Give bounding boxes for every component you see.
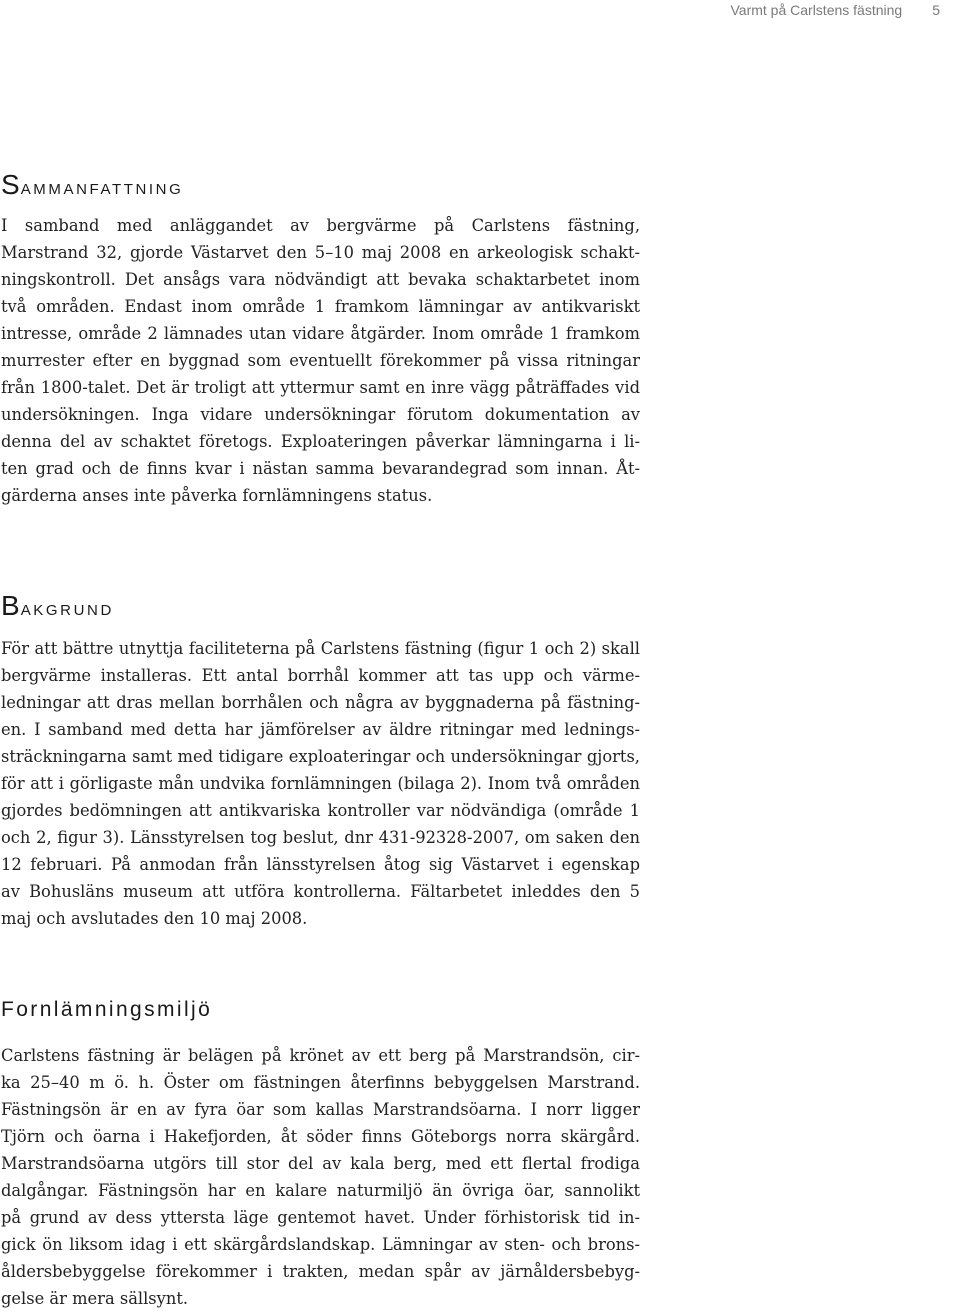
text-line: I samband med anläggandet av bergvärme på Carlstens fästning, xyxy=(1,216,640,235)
heading-rest: ammanfattning xyxy=(20,176,184,199)
text-line: och 2, figur 3). Länsstyrelsen tog beslut, dnr 431-92328-2007, om saken den xyxy=(1,828,640,847)
heading-bakgrund xyxy=(1,590,114,622)
text-line: ten grad och de finns kvar i nästan samma bevarandegrad som innan. Åt- xyxy=(1,459,640,478)
text-line: denna del av schaktet företogs. Exploateringen påverkar lämningarna i li- xyxy=(1,432,640,451)
heading-fornlamningsmiljo: Fornlämningsmiljö xyxy=(1,998,213,1021)
text-line: gelse är mera sällsynt. xyxy=(1,1289,189,1308)
paragraph-fornlamningsmiljo xyxy=(1,1042,640,1312)
text-line: två områden. Endast inom område 1 framkom lämningar av antikvariskt xyxy=(1,297,640,316)
text-line: ningskontroll. Det ansågs vara nödvändigt att bevaka schaktarbetet inom xyxy=(1,270,640,289)
text-line: Marstrand 32, gjorde Västarvet den 5–10 maj 2008 en arkeologisk schakt- xyxy=(1,243,640,262)
text-line: gjordes bedömningen att antikvariska kontroller var nödvändiga (område 1 xyxy=(1,801,640,820)
heading-sammanfattning xyxy=(1,169,183,201)
paragraph-bakgrund xyxy=(1,635,640,932)
running-title: Varmt på Carlstens fästning xyxy=(730,2,903,18)
text-line: sträckningarna samt med tidigare exploateringar och undersökningar gjorts, xyxy=(1,747,640,766)
text-line: ledningar att dras mellan borrhålen och några av byggnaderna på fästning- xyxy=(1,693,640,712)
text-line: ka 25–40 m ö. h. Öster om fästningen återfinns bebyggelsen Marstrand. xyxy=(1,1073,640,1092)
text-line: Tjörn och öarna i Hakefjorden, åt söder finns Göteborgs norra skärgård. xyxy=(1,1127,640,1146)
text-line: 12 februari. På anmodan från länsstyrelsen åtog sig Västarvet i egenskap xyxy=(1,855,640,874)
text-line: Fästningsön är en av fyra öar som kallas Marstrandsöarna. I norr ligger xyxy=(1,1100,640,1119)
text-line: Marstrandsöarna utgörs till stor del av kala berg, med ett flertal frodiga xyxy=(1,1154,640,1173)
text-line: Carlstens fästning är belägen på krönet av ett berg på Marstrandsön, cir- xyxy=(1,1046,640,1065)
text-line: bergvärme installeras. Ett antal borrhål kommer att tas upp och värme- xyxy=(1,666,640,685)
text-line: gärderna anses inte påverka fornlämningens status. xyxy=(1,486,433,505)
paragraph-sammanfattning xyxy=(1,212,640,509)
text-line: från 1800-talet. Det är troligt att yttermur samt en inre vägg påträffades vid xyxy=(1,378,640,397)
text-line: För att bättre utnyttja faciliteterna på Carlstens fästning (figur 1 och 2) skall xyxy=(1,639,640,658)
heading-initial: S xyxy=(1,169,21,200)
running-header xyxy=(730,2,940,18)
heading-rest: akgrund xyxy=(20,597,114,620)
text-line: för att i görligaste mån undvika fornlämningen (bilaga 2). Inom två områden xyxy=(1,774,640,793)
text-line: gick ön liksom idag i ett skärgårdslandskap. Lämningar av sten- och brons- xyxy=(1,1235,640,1254)
text-line: maj och avslutades den 10 maj 2008. xyxy=(1,909,308,928)
text-line: en. I samband med detta har jämförelser av äldre ritningar med lednings- xyxy=(1,720,640,739)
text-line: på grund av dess yttersta läge gentemot havet. Under förhistorisk tid in- xyxy=(1,1208,640,1227)
page-number: 5 xyxy=(932,2,940,18)
text-line: åldersbebyggelse förekommer i trakten, medan spår av järnåldersbebyg- xyxy=(1,1262,640,1281)
text-line: murrester efter en byggnad som eventuellt förekommer på vissa ritningar xyxy=(1,351,640,370)
text-line: av Bohusläns museum att utföra kontrollerna. Fältarbetet inleddes den 5 xyxy=(1,882,640,901)
text-line: dalgångar. Fästningsön har en kalare naturmiljö än övriga öar, sannolikt xyxy=(1,1181,640,1200)
text-line: intresse, område 2 lämnades utan vidare åtgärder. Inom område 1 framkom xyxy=(1,324,640,343)
text-line: undersökningen. Inga vidare undersökningar förutom dokumentation av xyxy=(1,405,640,424)
heading-initial: B xyxy=(1,590,21,621)
